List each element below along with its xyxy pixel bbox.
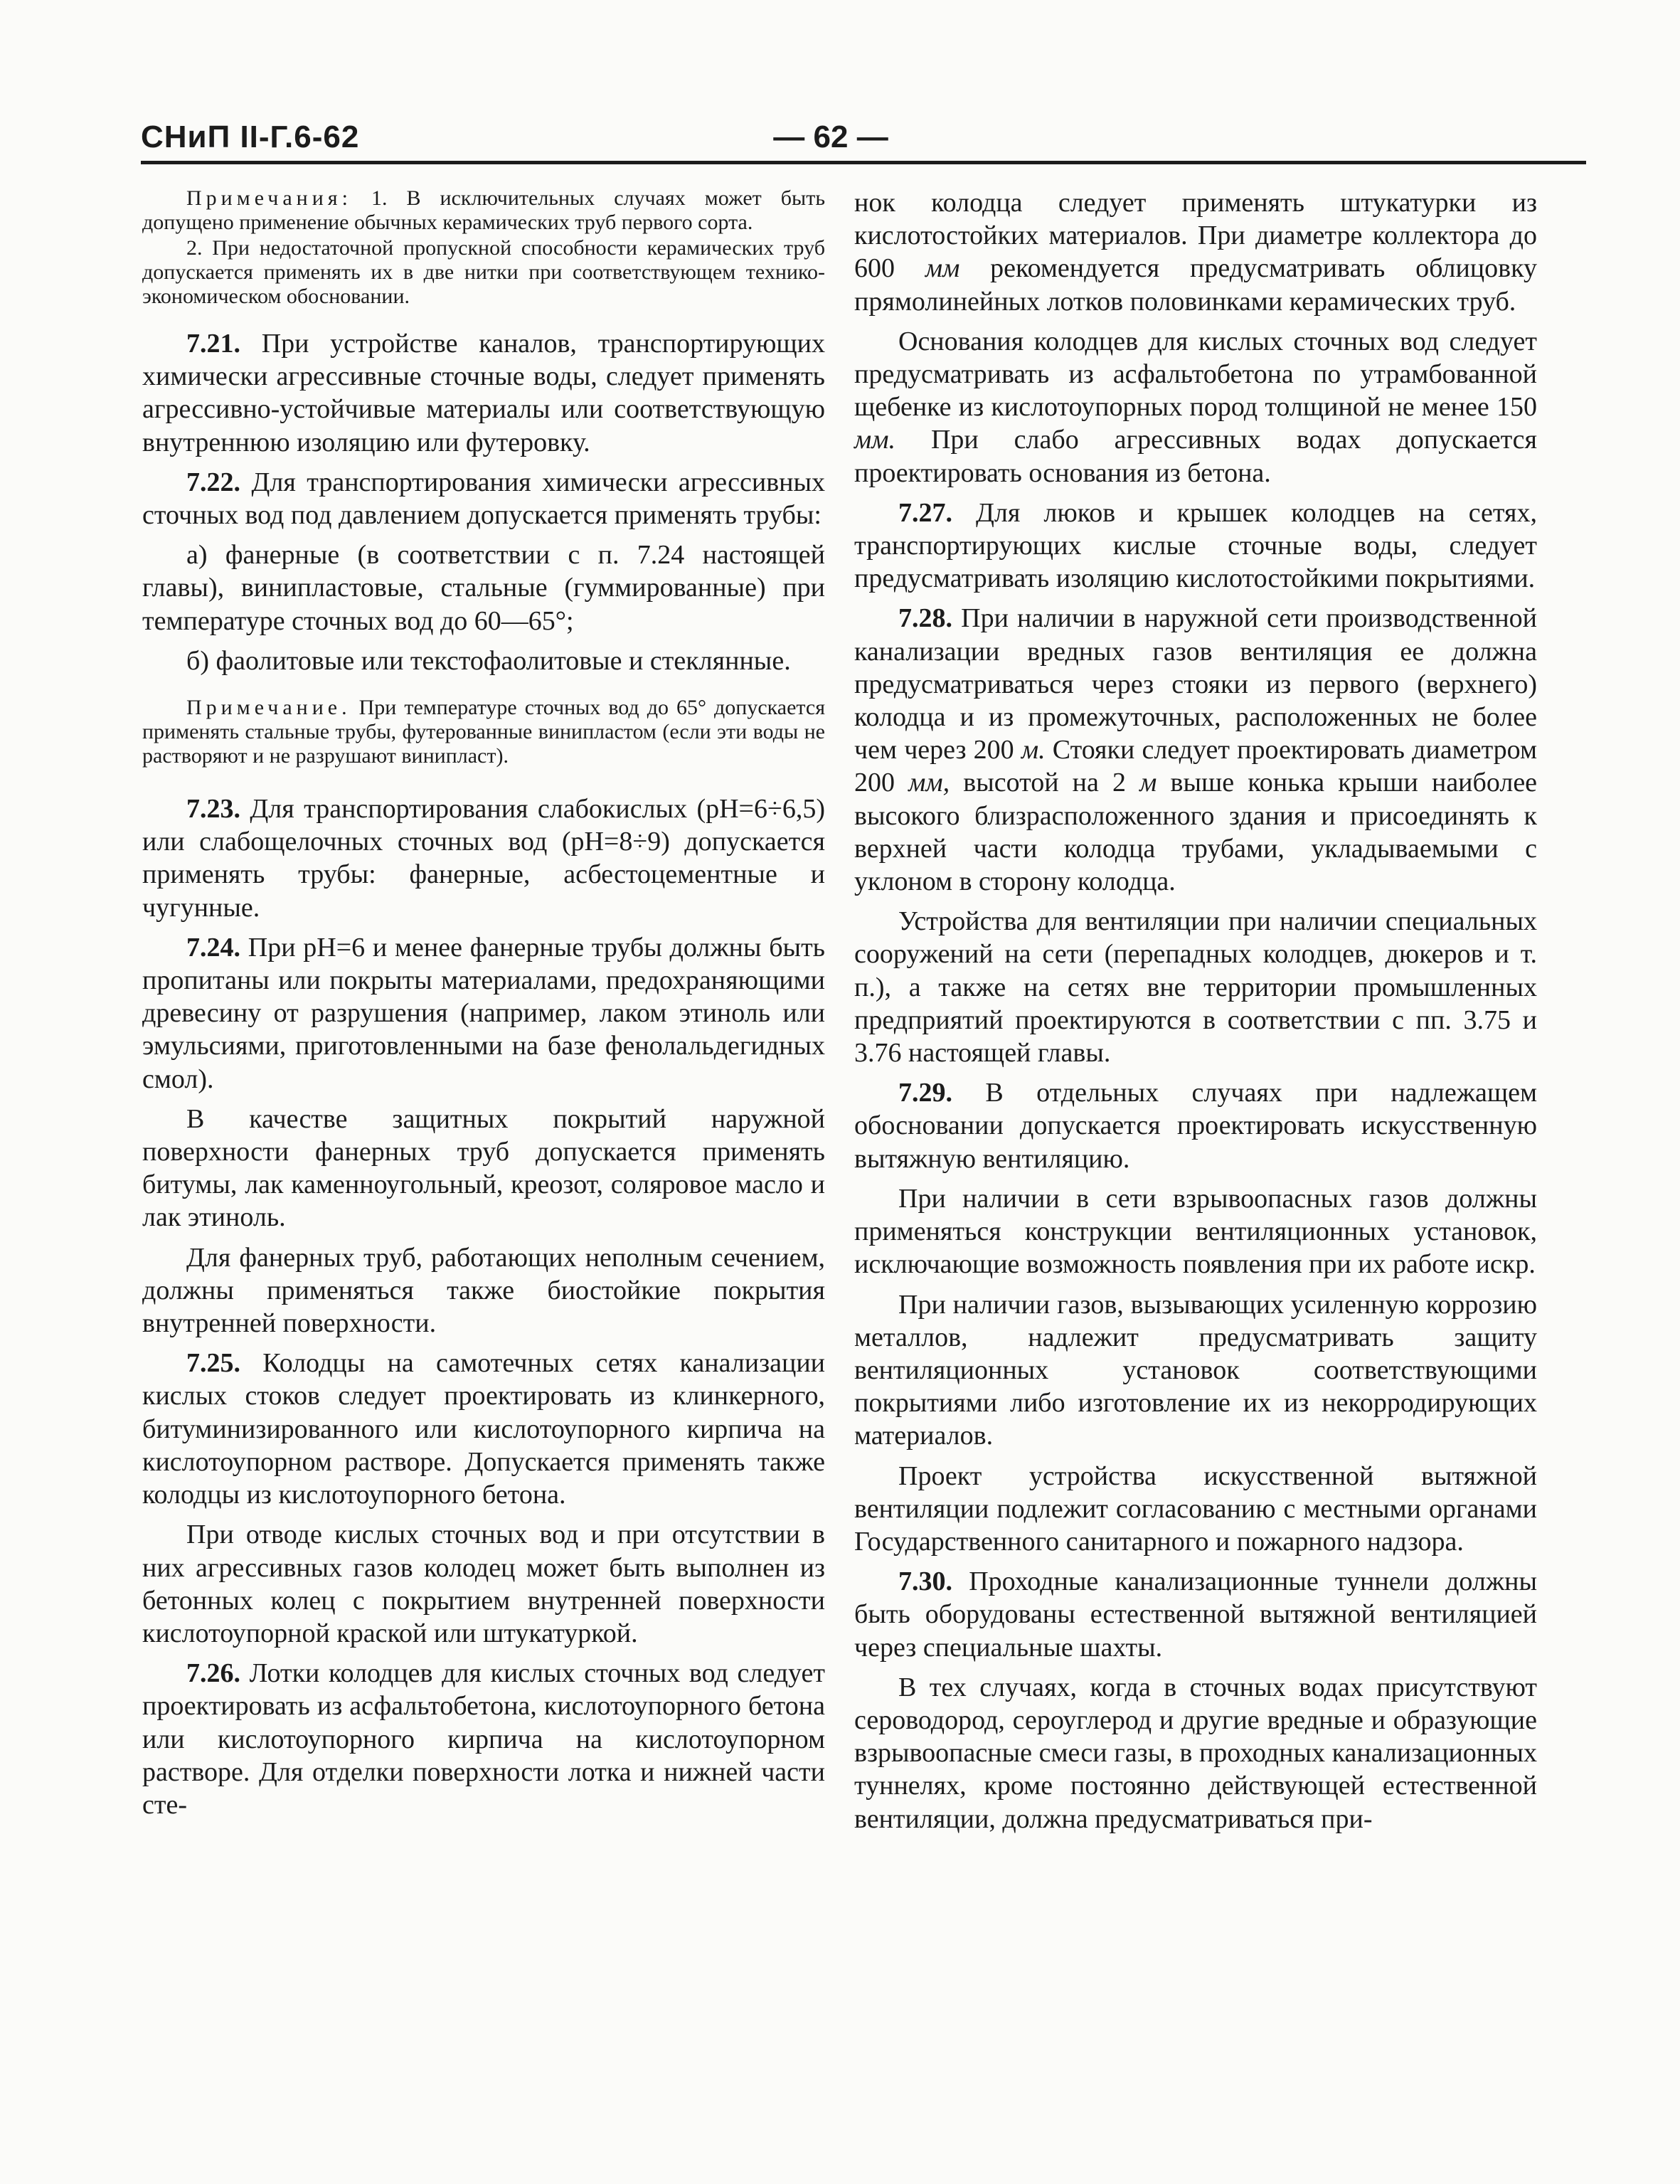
clause-7-26-continued: нок колодца следует применять штукатурки из кислотостойких материалов. При диаметре коллектора до 600 мм рекомендуется предусматривать облицовку прямолинейных лотков половинками керамических труб.	[854, 188, 1537, 317]
clause-7-24-para-3: Для фанерных труб, работающих неполным сечением, должны применяться также биостойкие покрытия внутренней поверхности.	[142, 1242, 825, 1339]
clause-7-29-para-3: При наличии газов, вызывающих усиленную коррозию металлов, надлежит предусматривать защиту вентиляционных установок соответствующими покрытиями либо изготовление их из некорродирующих материалов.	[854, 1289, 1537, 1451]
left-column	[142, 186, 825, 1821]
clause-7-25: 7.25. Колодцы на самотечных сетях канализации кислых стоков следует проектировать из клинкерного, битуминизированного или кислотоупорного кирпича на кислотоупорном растворе. Допускается применять также колодцы из кислотоупорного бетона.	[142, 1348, 826, 1510]
clause-7-22-item-b: б) фаолитовые или текстофаолитовые и стеклянные.	[186, 645, 791, 676]
page-number: — 62 —	[773, 120, 888, 154]
note-label: Примечание.	[186, 696, 351, 720]
clause-7-28: 7.28. При наличии в наружной сети производственной канализации вредных газов вентиляция ее должна предусматриваться через стояки из первого (верхнего) колодца и из промежуточных, расположенных не более чем через 200 м. Стояки следует проектировать диаметром 200 мм, высотой на 2 м выше конька крыши наиболее высокого близрасположенного здания и присоединять к верхней части колодца трубами, укладываемыми с уклоном в сторону колодца.	[854, 603, 1538, 897]
note-1-item-1: Примечания: 1. В исключительных случаях может быть допущено применение обычных керамических труб первого сорта.	[142, 186, 825, 234]
note-1-item-2: 2. При недостаточной пропускной способности керамических труб допускается применять их в две нитки при соответствующем технико-экономическом обосновании.	[142, 236, 825, 308]
header-rule	[141, 161, 1586, 164]
clause-7-22-item-a: а) фанерные (в соответствии с п. 7.24 настоящей главы), винипластовые, стальные (гуммированные) при температуре сточных вод до 60—65°;	[142, 540, 825, 636]
clause-7-29-para-2: При наличии в сети взрывоопасных газов должны применяться конструкции вентиляционных установок, исключающие возможность появления при их работе искр.	[854, 1183, 1537, 1280]
clause-7-22: 7.22. Для транспортирования химически агрессивных сточных вод под давлением допускается применять трубы:	[142, 467, 825, 531]
clause-7-30-para-2: В тех случаях, когда в сточных водах присутствуют сероводород, сероуглерод и другие вредные и образующие взрывоопасные смеси газы, в проходных канализационных туннелях, кроме постоянно действующей естественной вентиляции, должна предусматриваться при-	[854, 1672, 1537, 1834]
clause-7-24-para-2: В качестве защитных покрытий наружной поверхности фанерных труб допускается применять битумы, лак каменноугольный, креозот, соляровое масло и лак этиноль.	[142, 1103, 825, 1233]
clause-7-29: 7.29. В отдельных случаях при надлежащем обосновании допускается проектировать искусственную вытяжную вентиляцию.	[854, 1078, 1537, 1174]
page-header	[141, 120, 898, 161]
clause-7-27: 7.27. Для люков и крышек колодцев на сетях, транспортирующих кислые сточные воды, следует предусматривать изоляцию кислотостойкими покрытиями.	[854, 497, 1538, 594]
clause-7-29-para-4: Проект устройства искусственной вытяжной вентиляции подлежит согласованию с местными органами Государственного санитарного и пожарного надзора.	[854, 1461, 1537, 1557]
clause-7-23: 7.23. Для транспортирования слабокислых (рН=6÷6,5) или слабощелочных сточных вод (рН=8÷9) допускается применять трубы: фанерные, асбестоцементные и чугунные.	[142, 794, 825, 923]
clause-7-30: 7.30. Проходные канализационные туннели должны быть оборудованы естественной вытяжной вентиляцией через специальные шахты.	[854, 1567, 1538, 1663]
clause-7-25-para-2: При отводе кислых сточных вод и при отсутствии в них агрессивных газов колодец может быть выполнен из бетонных колец с покрытием внутренней поверхности кислотоупорной краской или штукатуркой.	[142, 1520, 825, 1648]
clause-7-28-para-2: Устройства для вентиляции при наличии специальных сооружений на сети (перепадных колодцев, дюкеров и т. п.), а также на сетях вне территории промышленных предприятий проектируются в соответствии с пп. 3.75 и 3.76 настоящей главы.	[854, 906, 1537, 1069]
clause-7-26-para-2: Основания колодцев для кислых сточных вод следует предусматривать из асфальтобетона по утрамбованной щебенке из кислотоупорных пород толщиной не менее 150 мм. При слабо агрессивных водах допускается проектировать основания из бетона.	[854, 326, 1537, 488]
note-label: Примечания:	[186, 186, 352, 210]
clause-7-21: 7.21. При устройстве каналов, транспортирующих химически агрессивные сточные воды, следует применять агрессивно-устойчивые материалы или соответствующую внутреннюю изоляцию или футеровку.	[142, 329, 825, 457]
note-block-1	[142, 186, 825, 309]
document-code: СНиП II-Г.6-62	[141, 120, 360, 154]
clause-7-26: 7.26. Лотки колодцев для кислых сточных вод следует проектировать из асфальтобетона, кислотоупорного бетона или кислотоупорного кирпича на кислотоупорном растворе. Для отделки поверхности лотка и нижней части сте-	[142, 1658, 825, 1820]
clause-7-24: 7.24. При рН=6 и менее фанерные трубы должны быть пропитаны или покрыты материалами, предохраняющими древесину от разрушения (например, лаком этиноль или эмульсиями, приготовленными на базе фенолальдегидных смол).	[142, 932, 826, 1094]
right-column	[854, 186, 1537, 1835]
note-block-2: Примечание. При температуре сточных вод до 65° допускается применять стальные трубы, футерованные винипластом (если эти воды не растворяют и не разрушают винипласт).	[142, 696, 826, 768]
